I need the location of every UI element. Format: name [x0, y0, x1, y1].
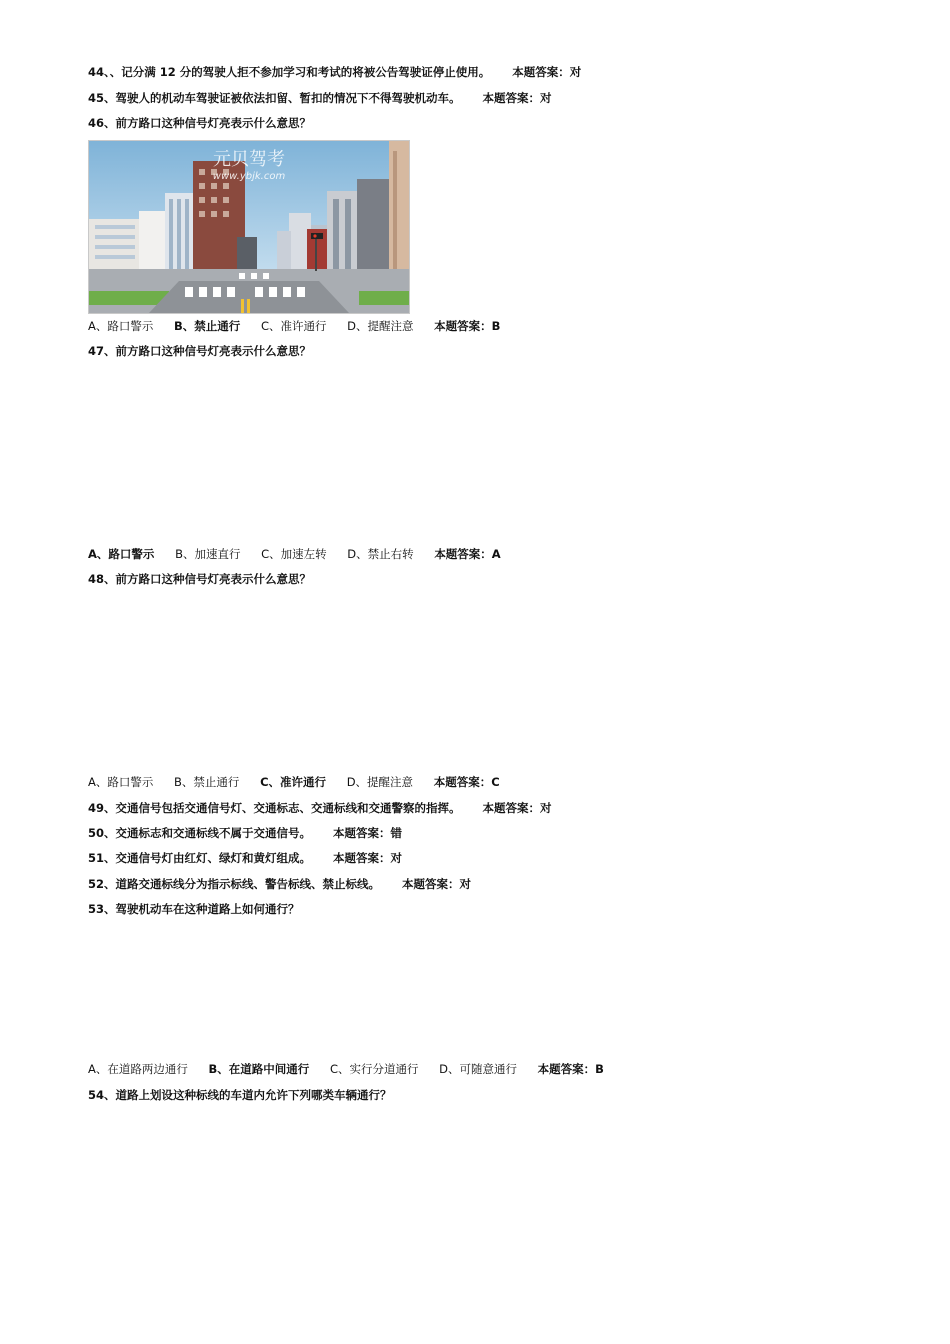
option-c[interactable]: C、准许通行	[260, 775, 327, 789]
watermark-url: www.ybjk.com	[212, 171, 286, 182]
option-d[interactable]: D、禁止右转	[347, 547, 414, 561]
answer-label: 本题答案：B	[537, 1062, 604, 1076]
question-text: 49、交通信号包括交通信号灯、交通标志、交通标线和交通警察的指挥。	[88, 801, 461, 815]
options-53	[88, 1061, 604, 1077]
option-b[interactable]: B、禁止通行	[174, 775, 240, 789]
answer-label: 本题答案：对	[482, 801, 552, 815]
answer-label: 本题答案：对	[333, 851, 403, 865]
option-b[interactable]: B、禁止通行	[174, 319, 241, 333]
options-46	[88, 318, 500, 334]
answer-label: 本题答案：对	[482, 91, 552, 105]
intersection-image	[88, 140, 410, 314]
options-47	[88, 546, 501, 562]
option-c[interactable]: C、加速左转	[261, 547, 327, 561]
question-text: 44、、记分满 12 分的驾驶人拒不参加学习和考试的将被公告驾驶证停止使用。	[88, 65, 491, 79]
option-a[interactable]: A、在道路两边通行	[88, 1062, 188, 1076]
question-46	[88, 115, 311, 131]
answer-label: 本题答案：B	[434, 319, 501, 333]
question-44	[88, 64, 581, 80]
option-c[interactable]: C、准许通行	[260, 319, 327, 333]
answer-label: 本题答案：对	[512, 65, 582, 79]
question-45	[88, 90, 552, 106]
question-text: 52、道路交通标线分为指示标线、警告标线、禁止标线。	[88, 877, 381, 891]
question-text: 50、交通标志和交通标线不属于交通信号。	[88, 826, 312, 840]
question-text: 53、驾驶机动车在这种道路上如何通行？	[88, 902, 300, 916]
question-49	[88, 800, 552, 816]
question-text: 45、驾驶人的机动车驾驶证被依法扣留、暂扣的情况下不得驾驶机动车。	[88, 91, 461, 105]
question-text: 51、交通信号灯由红灯、绿灯和黄灯组成。	[88, 851, 312, 865]
intersection-illustration	[89, 141, 409, 313]
options-48	[88, 774, 500, 790]
answer-label: 本题答案：对	[402, 877, 472, 891]
option-b[interactable]: B、加速直行	[175, 547, 241, 561]
question-47	[88, 343, 311, 359]
question-50	[88, 825, 402, 841]
option-d[interactable]: D、提醒注意	[346, 775, 414, 789]
question-text: 48、前方路口这种信号灯亮表示什么意思？	[88, 572, 312, 586]
question-text: 54、道路上划设这种标线的车道内允许下列哪类车辆通行？	[88, 1088, 392, 1102]
answer-label: 本题答案：错	[333, 826, 403, 840]
option-c[interactable]: C、实行分道通行	[329, 1062, 419, 1076]
answer-label: 本题答案：C	[433, 775, 500, 789]
option-a[interactable]: A、路口警示	[88, 775, 154, 789]
option-a[interactable]: A、路口警示	[88, 319, 154, 333]
question-text: 47、前方路口这种信号灯亮表示什么意思？	[88, 344, 312, 358]
question-54	[88, 1087, 392, 1103]
question-52	[88, 876, 471, 892]
question-51	[88, 850, 402, 866]
option-b[interactable]: B、在道路中间通行	[208, 1062, 310, 1076]
question-48	[88, 571, 311, 587]
answer-label: 本题答案：A	[434, 547, 501, 561]
option-d[interactable]: D、提醒注意	[347, 319, 414, 333]
question-53	[88, 901, 300, 917]
option-a[interactable]: A、路口警示	[88, 547, 155, 561]
watermark-logo: 元贝驾考	[213, 149, 285, 170]
option-d[interactable]: D、可随意通行	[439, 1062, 517, 1076]
question-text: 46、前方路口这种信号灯亮表示什么意思？	[88, 116, 312, 130]
